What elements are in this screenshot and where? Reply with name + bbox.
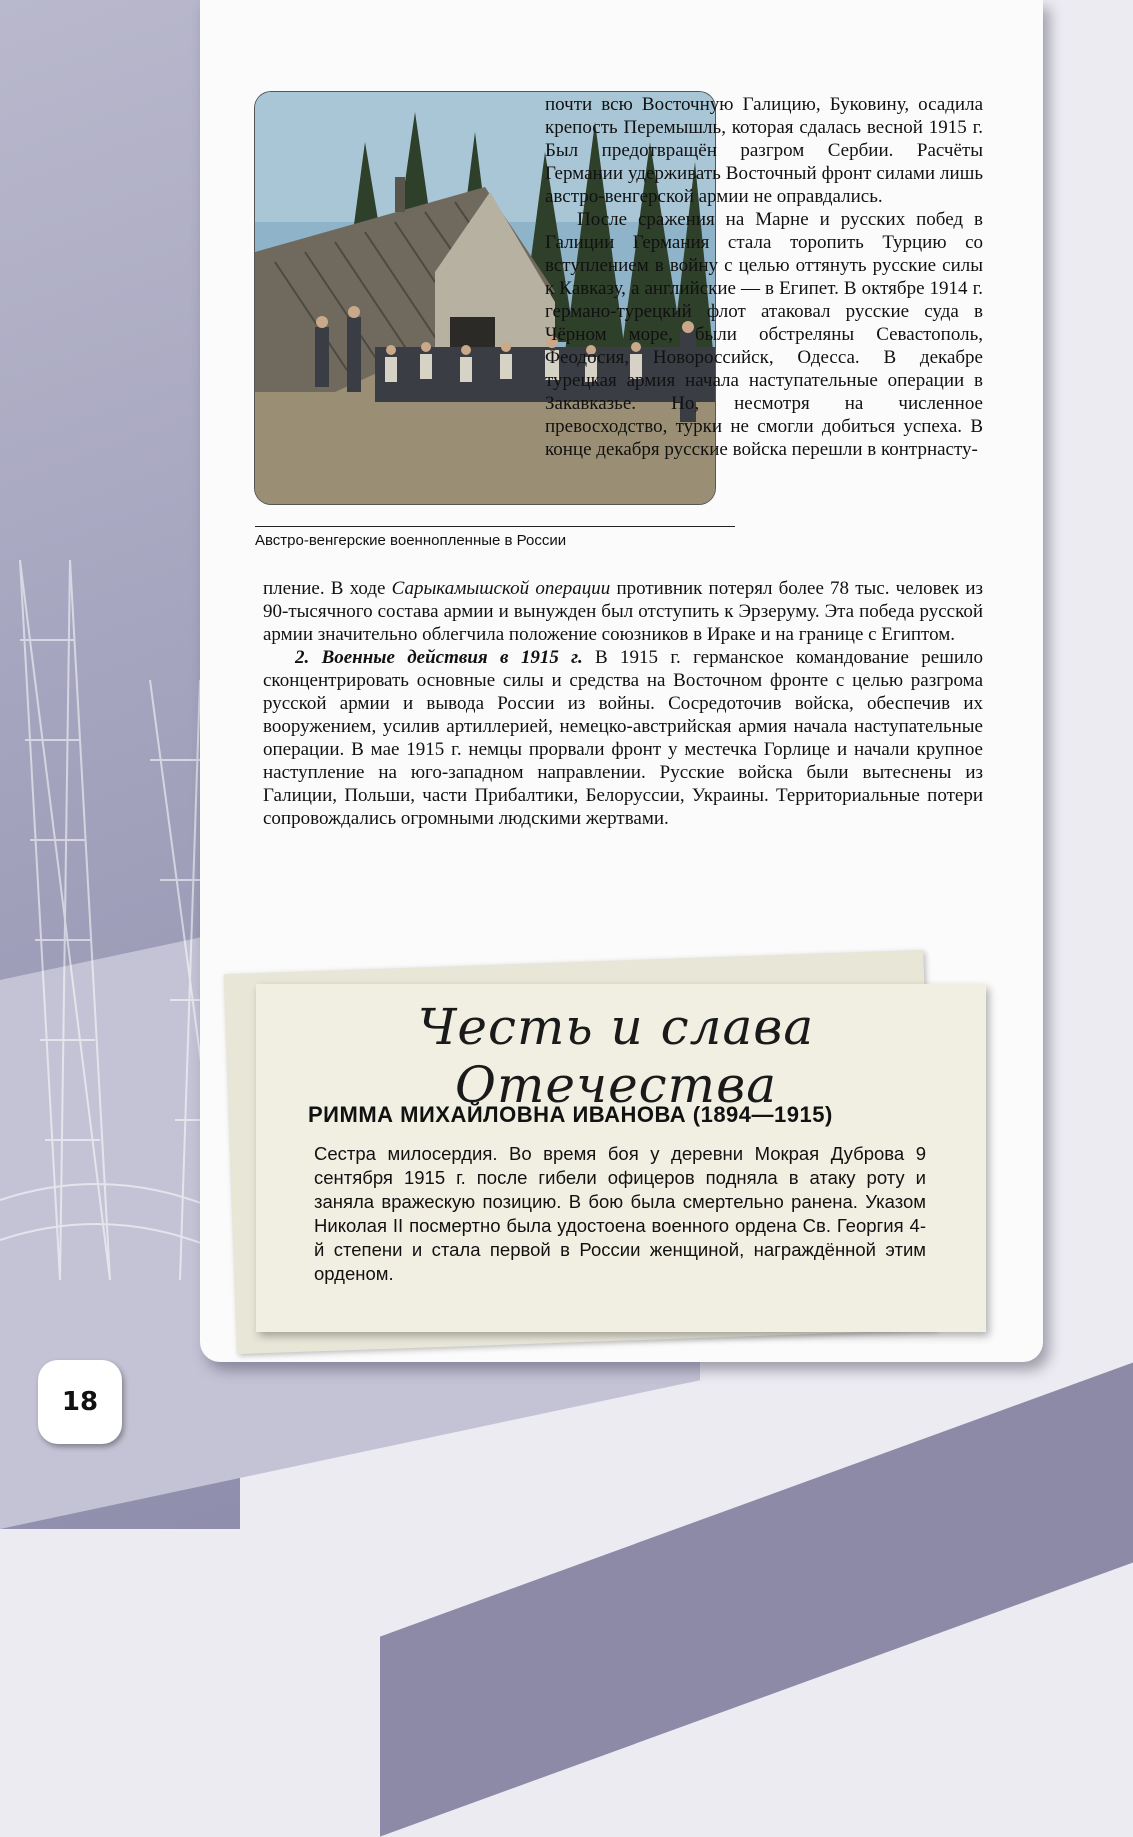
paragraph: После сражения на Марне и русских побед в Галиции Германия стала торопить Турцию со вступлением в войну с целью оттянуть русские силы к Кавказу, а английские — в Египет. В октябре 1914 г. германо-турецкий флот атаковал русские суда в Чёрном море, были обстреляны Севастополь, Феодосия, Новороссийск, Одесса. В декабре турецкая армия начала наступательные операции в Закавказье. Но, несмотря на численное превосходство, турки не смогли добиться успеха. В конце декабря русские войска перешли в контрнасту- [545, 209, 983, 460]
background-shape [380, 1360, 1133, 1837]
text-fragment: пление. В ходе [263, 578, 392, 599]
paragraph: почти всю Восточную Галицию, Буковину, осадила крепость Перемышль, которая сдалась весной 1915 г. Был предотвращён разгром Сербии. Расчёты Германии удерживать Восточный фронт силами лишь австро-венгерской армии не оправдались. [545, 94, 983, 207]
paragraph [263, 577, 983, 646]
section-heading: 2. Военные действия в 1915 г. [295, 647, 583, 668]
text-column-right [545, 93, 983, 461]
page-number: 18 [38, 1360, 122, 1444]
note-person-name: РИММА МИХАЙЛОВНА ИВАНОВА (1894—1915) [308, 1102, 833, 1127]
text-fragment: В 1915 г. германское командование решило сконцентрировать основные силы и средства на Восточном фронте с целью разгрома русской армии и вывода России из войны. Сосредоточив войска, обеспечив их вооружением, усилив артиллерией, немецко-австрийская армия начала наступательные операции. В мае 1915 г. немцы прорвали фронт у местечка Горлице и начали крупное наступление на юго-западном направлении. Русские войска были вытеснены из Галиции, Польши, части Прибалтики, Белоруссии, Украины. Территориальные потери сопровождались огромными людскими жертвами. [263, 647, 983, 829]
note-text: Сестра милосердия. Во время боя у деревни Мокрая Дуброва 9 сентября 1915 г. после гибели офицеров подняла в атаку роту и заняла вражескую позицию. В бою была смертельно ранена. Указом Николая II посмертно была удостоена военного ордена Св. Георгия 4-й степени и стала первой в России женщиной, награждённой этим орденом. [314, 1143, 926, 1284]
emphasized-term: Сарыкамышской операции [391, 578, 611, 599]
photo-caption: Австро-венгерские военнопленные в России [255, 526, 735, 549]
note-title: Честь и слава Отечества [417, 998, 815, 1114]
text-column-full [263, 577, 983, 830]
text-fragment: противник потерял более 78 тыс. человек из 90-тысячного состава армии и вынужден был отступить к Эрзеруму. Эта победа русской армии значительно облегчила положение союзников в Ираке и на границе с Египтом. [263, 578, 983, 645]
paragraph [263, 646, 983, 830]
honor-note-box [256, 984, 986, 1332]
